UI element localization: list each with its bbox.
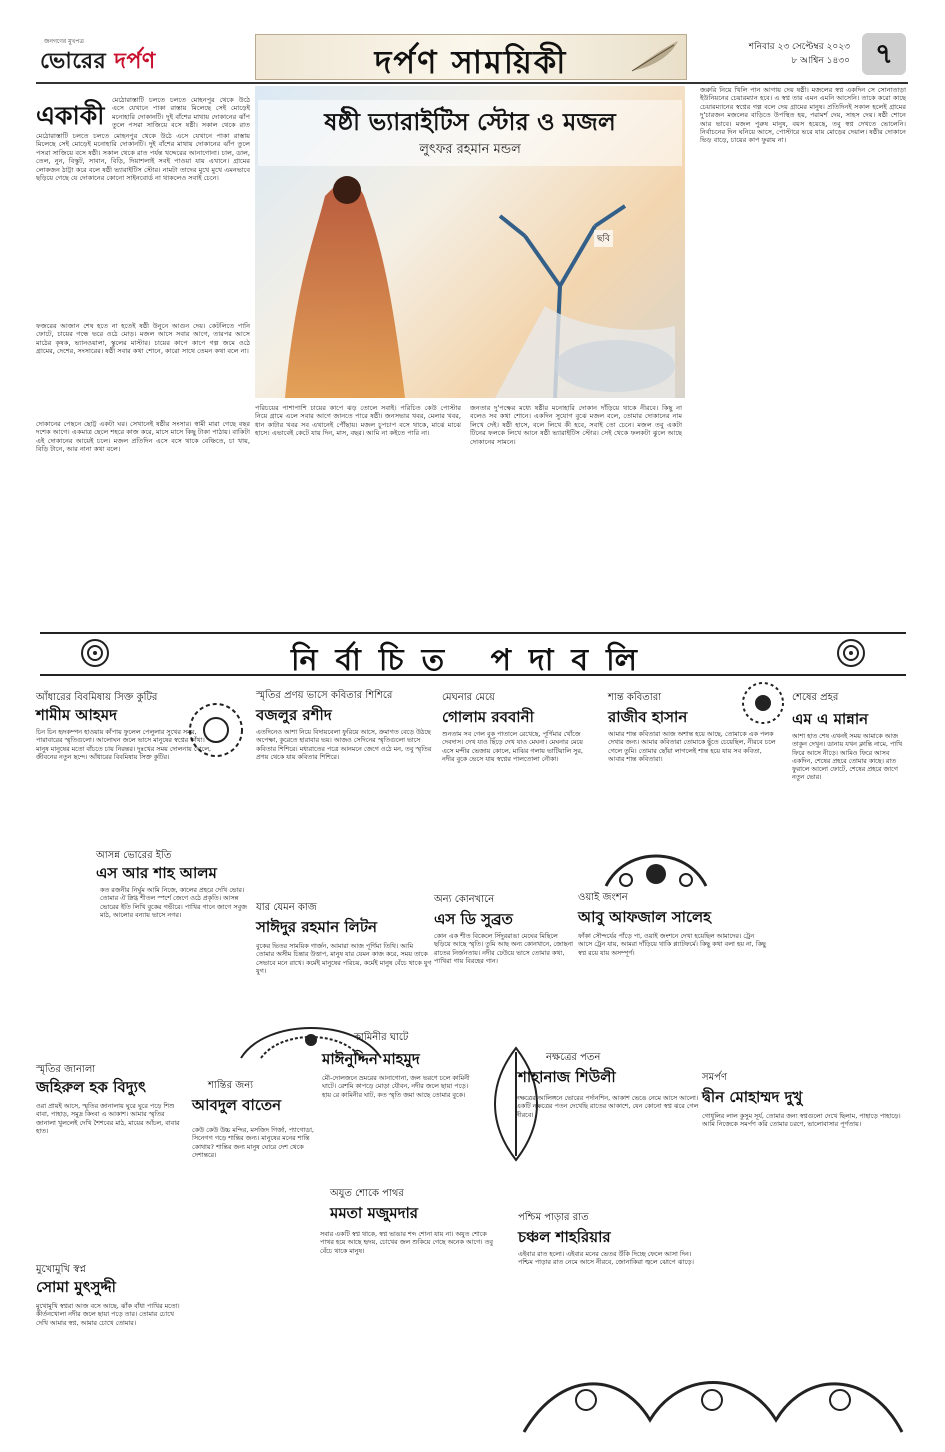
- mandala-icon: [836, 638, 866, 668]
- brand-name-part2: দর্পণ: [106, 49, 156, 74]
- story-author: লুৎফর রহমান মন্ডল: [419, 142, 521, 157]
- poem-title: আঁধারের বিবমিষায় সিক্ত কুটির: [36, 692, 158, 703]
- poem-author: মমতা মজুমদার: [330, 1204, 419, 1222]
- poem-title: মেঘনার মেয়ে: [442, 692, 495, 703]
- poem-body: ওরা প্রায়ই আসে, স্মৃতির জানালায় ঘুরে ঘুরে পড়ে শিশু বাবা, পাহাড়, সমুদ্র কিংবা এ আকাশ। আমার স্মৃতির জানালা খুললেই দেখি শৈশবের মাঠ, মায়ের আঁচল, বাবার হাত।: [36, 1102, 180, 1135]
- story-column-3: জনতার দু'পক্ষের মধ্যে ষষ্ঠীর মনোহারি দোকান দাঁড়িয়ে থাকে নীরবে। কিছু না বলেও সব কথা শোনে। একদিন সুযোগ বুঝে মজল বলে, তোমার দোকানের নাম লিখে দেই। ষষ্ঠী হাসে, বলে লিখে কী হবে, সবাই তো চেনে। মজল তবু একটা টিনের ফলকে লিখে আনে ষষ্ঠী ভ্যারাইটিস স্টোর। সেই থেকে ফলকটা ঝুলে আছে দোকানের সামনে।: [470, 404, 682, 446]
- poem-title: স্মৃতির জানালা: [36, 1064, 96, 1075]
- poem-body: কেউ কেউ উচ্চ মন্দির, মসজিদ গির্জা, প্যাগোডা, সিনেগগ গড়ে শান্তির জন্য। মানুষের মনের শান্তি কোথায়? শান্তির জন্য মানুষ ঘোরে দেশ থেকে দেশান্তরে।: [192, 1126, 314, 1159]
- poem-author: সোমা মুৎসুদ্দী: [36, 1278, 116, 1296]
- quill-icon: [628, 39, 682, 75]
- story-column-4: জরুরি নিয়ে খিলি পান আগায় দেয় ষষ্ঠী। মজলের স্বপ্ন একদিন সে সোনাতাড়া ইউনিয়নের চেয়ারম্যান হবে। এ স্বপ্ন তার এমন এমনি আসেনি। তাকে করো কাছে চেয়ারম্যানের স্বপ্নের গল্প বলে দেয় গ্রামের মানুষ। প্রতিদিনই সকাল হলেই গ্রামের দু'চারজন মজলের বাড়িতে উপস্থিত হয়, পরামর্শ দেয়, সাহস দেয়। ষষ্ঠী শোনে আর ভাবে। মজল পুরুষ মানুষ, বয়স হয়েছে, তবু স্বপ্ন দেখতে ভোলেনি। নির্বাচনের দিন ঘনিয়ে আসে, পোস্টারে ভরে যায় মোড়ের দেয়াল। ষষ্ঠীর দোকানে ভিড় বাড়ে, চায়ের কাপ ফুরায় না।: [700, 86, 906, 145]
- poem-body: কত রজনীর নির্ঘুম আমি নিজে, কালের প্রহরে দেখি ভোর। তোমার ঐ স্নিগ্ধ শীতল স্পর্শে জেগে ওঠে প্রকৃতি। আসন্ন ভোরের ইতি লিখি বুকের গভীরে। পাখির গানে জাগে সবুজ মাঠ, আলোর বন্যায় ভাসে নগর।: [100, 886, 247, 919]
- story-column-1c: দোকানের পেছনে ছোট্ট একটা ঘর। সেখানেই ষষ্ঠীর সংসার। স্বামী মারা গেছে বছর দশেক আগে। একমাত্র ছেলে শহরে কাজ করে, মাসে মাসে কিছু টাকা পাঠায়। বাকিটা এই দোকানের আয়েই চলে। মজল প্রতিদিন এসে বসে থাকে বেঞ্চিতে, চা খায়, বিড়ি টানে, আর নানা কথা বলে।: [36, 420, 250, 454]
- poem-title: শান্ত কবিতারা: [608, 692, 662, 703]
- poem-title: পশ্চিম পাড়ার রাত: [518, 1212, 589, 1223]
- mandala-icon: [80, 638, 110, 668]
- poem-body: মুখোমুখি স্বপ্নরা আজ বসে আছে, ঝাঁক বাঁধা পাখির মতো। কীর্তনখোলা নদীর জলে ছায়া পড়ে তার। তোমার চোখে দেখি আমার স্বপ্ন, আমার চোখে তোমার।: [36, 1302, 180, 1327]
- poem-author: এস ডি সুব্রত: [434, 910, 513, 928]
- border-ornament-icon: [520, 1360, 906, 1436]
- floral-ornament-icon: [186, 700, 246, 760]
- page-number: ৭: [862, 33, 906, 75]
- illustration-credit: ছবি: [594, 230, 613, 247]
- poem-title: সমর্পণ: [702, 1072, 727, 1083]
- poem-title: যার যেমন কাজ: [256, 902, 317, 913]
- poem-body: কোন এক শীত বিকেলে সিঁদুররাঙা মেঘের মিছিলে ছড়িয়ে আছে স্মৃতি। তুমি আছ অন্য কোনখানে, জোছনা রাতের নির্জনতায়। নদীর ঢেউয়ে ভাসে তোমার কথা, পাখিরা গায় বিরহের গান।: [434, 932, 574, 965]
- poem-author: শাহানাজ শিউলী: [518, 1068, 616, 1086]
- poem-author: এম এ মান্নান: [792, 710, 869, 728]
- poem-author: মাঈনুদ্দিন মাহমুদ: [322, 1050, 420, 1068]
- poem-author: রাজীব হাসান: [608, 708, 688, 726]
- poem-author: শামীম আহমদ: [36, 706, 117, 724]
- poem-body: সবার একটি স্বপ্ন থাকে, স্বপ্ন ভাঙার শব্দ শোনা যায় না। অযুত শোকে পাথর হয়ে আছে হৃদয়, চোখের জল শুকিয়ে গেছে অনেক আগে। তবু বেঁচে থাকে মানুষ।: [320, 1230, 493, 1255]
- poem-body: চিন চিন হৃদকম্পন হাওয়ায় কাঁপায় ফুলেল পেলুলার সুখের সময়, পারাবারের স্মৃতিগুলো। আলোঘন জলে ভাসে মানুষের স্বপ্নের কাঁথা। মানুষ মানুষের মতো বাঁচতে চায় নিরন্তর। দুঃখের সময় দোলনায় দোলে, জীবনের নতুন ছন্দে। আঁধারের বিবমিষায় সিক্ত কুটির।: [36, 728, 212, 761]
- poem-body: আশা হাত শেষ এখনই সময় আমাকে আজ তাকুন দেখুন। ডানায় যখন ক্লান্তি নামে, পাখি ফিরে আসে নীড়ে। আমিও ফিরে আসব একদিন, শেষের প্রহরে তোমার কাছে। রাত ফুরালে আলো ফোটে, শেষের প্রহরে জাগে নতুন ভোর।: [792, 732, 903, 782]
- story-column-1b: ফজরের আজান শেষ হতে না হতেই ষষ্ঠী উনুনে আগুন দেয়। কেটলিতে পানি ফোটে, চায়ের গন্ধে ভরে ওঠে মোড়। মজল আসে সবার আগে, তারপর আসে মাঠের কৃষক, ভ্যানওয়ালা, স্কুলের মাস্টার। চায়ের কাপে কাপে গল্প জমে ওঠে গ্রামের, দেশের, সংসারের। ষষ্ঠী সবার কথা শোনে, কারো সাথে তেমন কথা বলে না।: [36, 322, 250, 356]
- poem-body: গোধূলির লাল কুসুম সূর্য, তোমার জন্য স্বপ্নগুলো দেখে ছিলাম, পাহাড়ে পাহাড়ে। আমি নিজেকে সমর্পণ করি তোমার চরণে, ভালোবাসার পূর্ণতায়।: [702, 1112, 901, 1129]
- brand-logo[interactable]: [40, 44, 156, 81]
- issue-date-gregorian: শনিবার ২৩ সেপ্টেম্বর ২০২৩: [748, 42, 850, 52]
- poems-section-banner: [40, 632, 906, 676]
- story-title: ষষ্ঠী ভ্যারাইটিস স্টোর ও মজল: [324, 107, 616, 136]
- brand-name-part1: ভোরের: [40, 49, 107, 74]
- poem-body: শুনতাম সব গেল বুক পাতালে রেখেছে, পূর্ণিমার খোঁজে দেবদাস। দেখ যাও ছিঁড়ে দেখ যাও মেঘনা। মেঘনার মেয়ে এসে মন্দীর ভেজায় কোলে, মাঝির গলায় ভাটিয়ালি সুর, নদীর বুকে ভেসে যায় স্বপ্নের পালতোলা নৌকা।: [442, 730, 583, 763]
- poem-author: জহিরুল হক বিদ্যুৎ: [36, 1078, 146, 1096]
- story-column-1a: মেঠোরাস্তাটি চলতে চলতে মোহনপুর থেকে উঠে এসে যেখানে পাকা রাস্তায় মিলেছে সেই মোড়েই মনোহারি দোকানটি। দুই বাঁশের মাথায় দোকানের ঝাঁপ তুলে পসরা সাজিয়ে বসে ষষ্ঠী। সকাল থেকে রাত পর্যন্ত খদ্দেরের আনাগোনা। চাল, ডাল, তেল, নুন, বিস্কুট, সাবান, বিড়ি, দিয়াশলাই সবই পাওয়া যায় এখানে। গ্রামের লোকজন ঠাট্টা করে বলে ষষ্ঠী ভ্যারাইটিস স্টোর। নামটা তাদের মুখে মুখে এমনভাবে ছড়িয়ে গেছে যে দোকানের কোনো সাইনবোর্ড না থাকলেও সবাই চেনে।: [36, 132, 250, 183]
- poem-title: অন্য কোনখানে: [434, 894, 495, 905]
- poem-author: আবু আফজাল সালেহ: [578, 908, 712, 926]
- poem-title: স্মৃতির প্রণয় ভাসে কবিতার শিশিরে: [256, 690, 393, 701]
- section-title: দর্পণ সাময়িকী: [374, 43, 568, 81]
- story-kicker: একাকী: [36, 101, 105, 130]
- poems-section-title: নির্বাচিত পদাবলি: [290, 643, 656, 678]
- poem-author: গোলাম রববানী: [442, 708, 534, 726]
- poem-title: মুখোমুখি স্বপ্ন: [36, 1264, 86, 1275]
- issue-date-bengali: ৮ আশ্বিন ১৪৩০: [791, 56, 850, 66]
- poem-body: বুকের ভিতর সাময়িক গার্জন, আমারা আজ পূর্ণিমা তিথি। আমি তোমার অসীম চিন্তার উত্তাপ, মানুষ যার যেমন কাজ করে, সময় তাকে সেভাবে মনে রাখে। কর্মেই মানুষের পরিচয়, কর্মেই মানুষ বেঁচে থাকে যুগ যুগ।: [256, 942, 432, 975]
- story-lead-text: মেঠোরাস্তাটি চলতে চলতে মোহনপুর থেকে উঠে এসে যেখানে পাকা রাস্তায় মিলেছে সেই মোড়েই মনোহারি দোকানটি। দুই বাঁশের মাথায় দোকানের ঝাঁপ তুলে পসরা সাজিয়ে বসে ষষ্ঠী। সকাল থেকে রাত: [112, 96, 250, 130]
- poem-body: এইবার রাত হলো। এইবার মনের ভেতর উঁকি দিচ্ছে ফেলে আসা দিন। পশ্চিম পাড়ার রাত নেমে আসে নীরবে, জোনাকিরা জ্বলে ঝোপে ঝাড়ে।: [518, 1250, 694, 1267]
- poem-title: কামিনীর ঘাটে: [354, 1032, 409, 1043]
- poem-title: শেষের প্রহর: [792, 692, 839, 703]
- poem-title: আসন্ন ভোরের ইতি: [96, 850, 172, 861]
- poem-body: এতদিনেও আশা নিয়ে বিদায়বেলা ফুরিয়ে আসে, ক্রমাগত বেড়ে উঠছে অপেক্ষা, কুরেতে হারাবার ভয়। আজও সেদিনের স্মৃতিগুলো ভাসে কবিতার শিশিরে। মধ্যরাতের পত্রে আনমনে জেগে ওঠে মন, তবু স্মৃতির প্রণয় থেকে যায় কবিতার শিশিরে।: [256, 728, 432, 761]
- section-banner: [255, 34, 687, 80]
- paisley-ornament-icon: [596, 846, 716, 896]
- poem-body: আমার শান্ত কবিতারা আজ অশান্ত হয়ে আছে, তোমাকে এক পলক দেখার জন্য। আমার কবিতারা তোমাকে ছুঁতে চেয়েছিল, নীরবে চলে গেলে তুমি। তোমার ছোঁয়া লাগলেই শান্ত হয়ে যায় সব কবিতা, আবার শান্ত কবিতারা।: [608, 730, 776, 763]
- story-title-box: [258, 100, 682, 166]
- poem-author: এস আর শাহ আলম: [96, 864, 217, 882]
- floral-ornament-icon: [740, 680, 786, 726]
- poem-author: চঞ্চল শাহরিয়ার: [518, 1228, 611, 1246]
- poem-author: দ্বীন মোহাম্মদ দুখু: [702, 1088, 803, 1106]
- poem-title: নক্ষত্রের পতন: [546, 1052, 601, 1063]
- poem-body: নক্ষত্রের আলিঙ্গনে ভোরের পর্দানশিন, আকাশ ভেঙে নেমে আসে আলো। একটি নক্ষত্রের পতন দেখেছি রাতের আকাশে, যেন কোনো স্বপ্ন ঝরে গেল নীরবে।: [516, 1094, 699, 1119]
- poem-title: শান্তির জন্য: [208, 1080, 254, 1091]
- poem-title: ওয়াই জংশন: [578, 892, 628, 903]
- brand-tagline: জনগণের মুখপত্র: [44, 38, 84, 45]
- header-divider: [36, 82, 908, 84]
- poem-author: সাঈদুর রহমান লিটন: [256, 918, 377, 936]
- story-column-2: পরিচয়ের পাশাপাশি চায়ের কাপে ঝড় তোলে সবাই। পরিচিত কেউ পোস্টার নিয়ে গ্রামে এলে সবার আগে জানতে পারে ষষ্ঠী। জনসভার খবর, মেলার খবর, ধান কাটার খবর সব এখানেই পৌঁছায়। মজল চুপচাপ বসে থাকে, মাঝে মাঝে হাসে। এভাবেই কেটে যায় দিন, মাস, বছর। আমি না কইতে পারি না।: [255, 404, 461, 438]
- poem-title: অযুত শোকে পাথর: [330, 1188, 404, 1199]
- poem-author: আবদুল বাতেন: [192, 1096, 282, 1114]
- poem-body: ফাঁকা সৌন্দর্যের পাঁড়ে পা, ওয়াই জংশনে দেখা হয়েছিল আমাদের। ট্রেন আসে ট্রেন যায়, আমরা দাঁড়িয়ে থাকি প্ল্যাটফর্মে। কিছু কথা বলা হয় না, কিছু স্বপ্ন রয়ে যায় অসম্পূর্ণ।: [578, 932, 766, 957]
- poem-body: মৌ-দোলজনে ভ্রমরের আনাগোনা, জল ভরণে চলে কামিনী ঘাটে। রেশমি কাপড়ে মোড়া যৌবন, নদীর জলে ছায়া পড়ে। হায় রে কামিনীর ঘাট, কত স্মৃতি জমা আছে তোমার বুকে।: [322, 1074, 470, 1099]
- poem-author: বজলুর রশীদ: [256, 706, 332, 724]
- issue-date: [690, 40, 850, 68]
- page-header: [0, 0, 945, 80]
